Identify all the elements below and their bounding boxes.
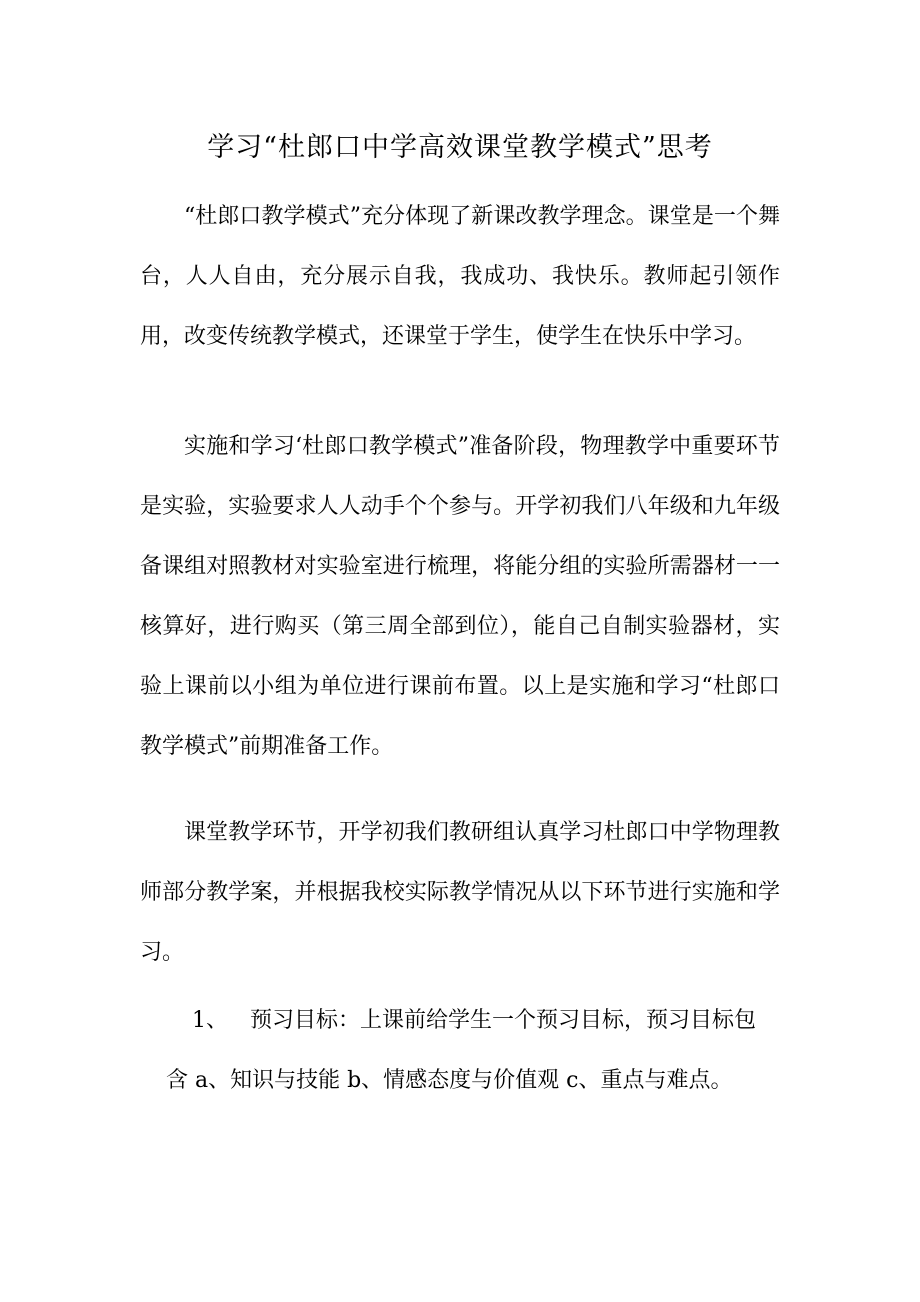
document-title: 学习“杜郎口中学高效课堂教学模式”思考 bbox=[207, 132, 713, 163]
list-item-text-line-2: 含 a、知识与技能 b、情感态度与价值观 c、重点与难点。 bbox=[166, 1068, 733, 1093]
paragraph-2: 实施和学习‘杜郎口教学模式”准备阶段，物理教学中重要环节是实验，实验要求人人动手个个参与。开学初我们八年级和九年级备课组对照教材对实验室进行梳理，将能分组的实验所需器材一一核算好，进行购买（第三周全部到位），能自己自制实验器材，实验上课前以小组为单位进行课前布置。以上是实施和学习“杜郎口教学模式”前期准备工作。 bbox=[140, 434, 780, 759]
paragraph-1: “杜郎口教学模式”充分体现了新课改教学理念。课堂是一个舞台，人人自由，充分展示自我，我成功、我快乐。教师起引领作用，改变传统教学模式，还课堂于学生，使学生在快乐中学习。 bbox=[140, 204, 780, 349]
list-item-text-line-1: 预习目标：上课前给学生一个预习目标，预习目标包 bbox=[250, 1008, 757, 1033]
paragraph-3: 课堂教学环节，开学初我们教研组认真学习杜郎口中学物理教师部分教学案，并根据我校实际教学情况从以下环节进行实施和学习。 bbox=[140, 820, 780, 965]
list-item-1-line-1 bbox=[192, 991, 756, 1051]
list-item-number: 1、 bbox=[192, 1008, 228, 1033]
list-item-1-line-2 bbox=[166, 1051, 733, 1111]
